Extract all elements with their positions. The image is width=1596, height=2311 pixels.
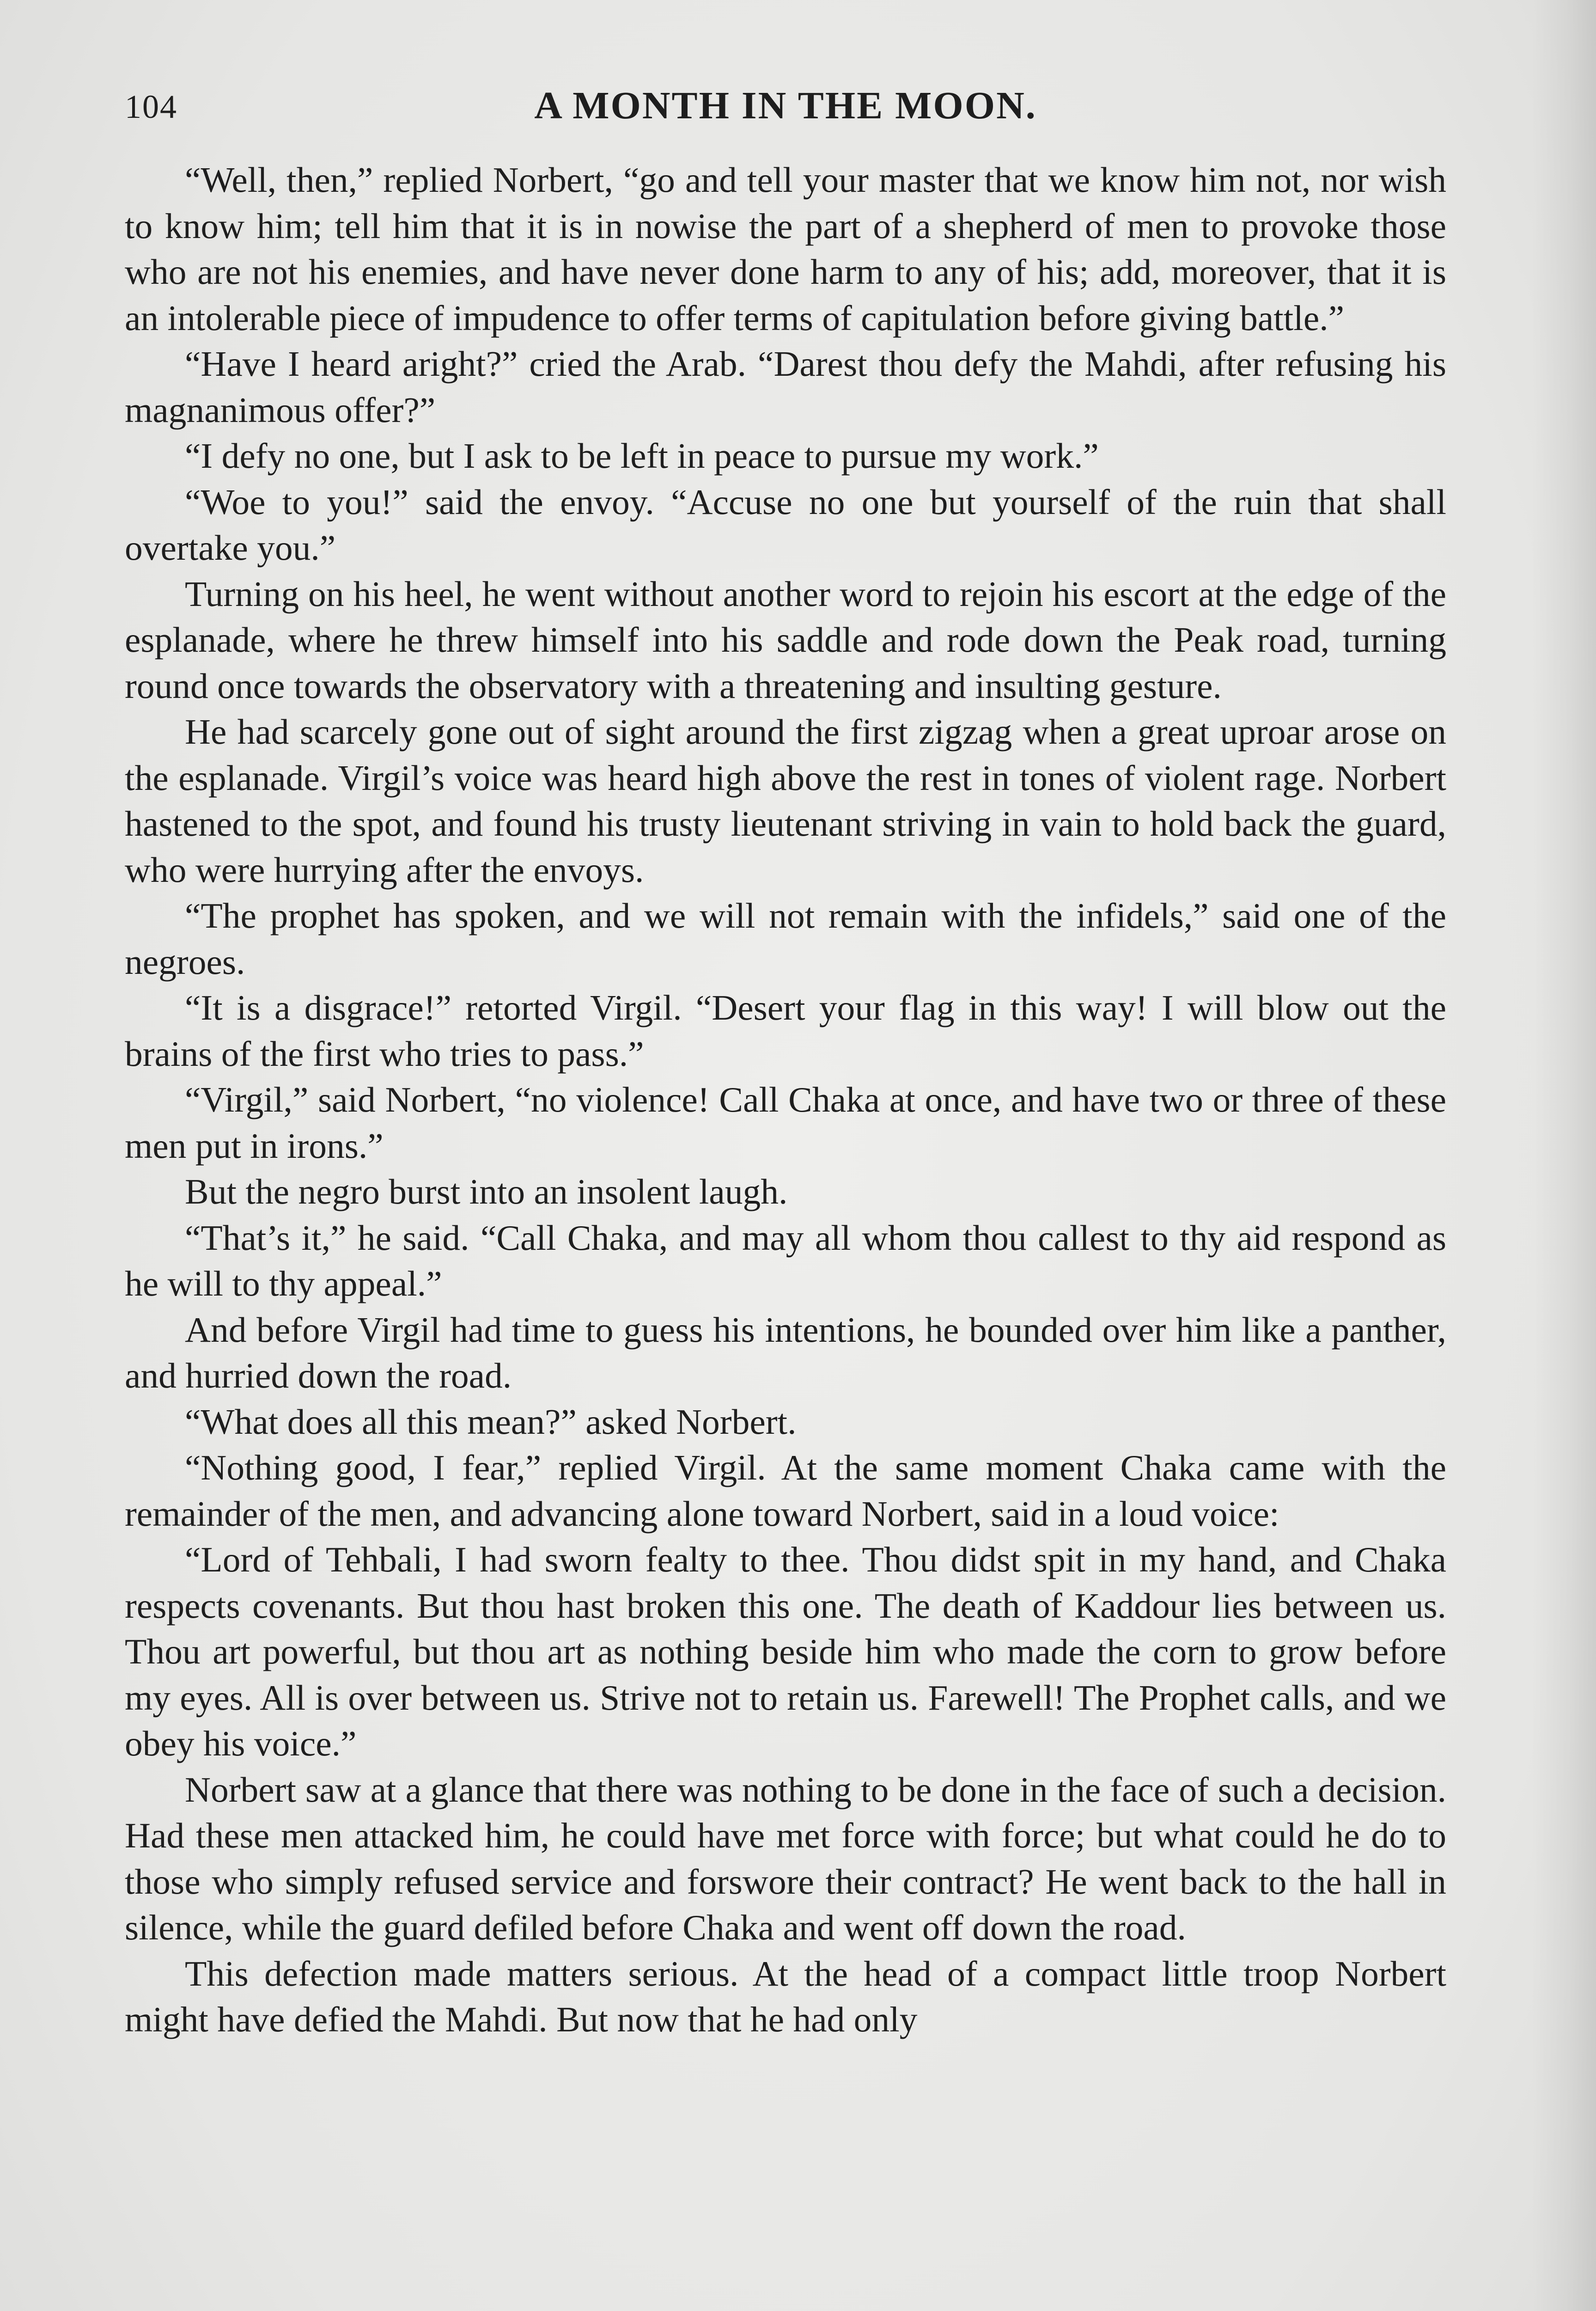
paragraph: “The prophet has spoken, and we will not remain with the infidels,” said one of the negroes. (125, 896, 1446, 982)
paragraph: Norbert saw at a glance that there was nothing to be done in the face of such a decision. Had these men attacked him, he could have met force with force; but what could he do to those who simply refused service and forswore their contract? He went back to the hall in silence, while the guard defiled before Chaka and went off down the road. (125, 1769, 1446, 1947)
binding-shadow (1531, 0, 1596, 2311)
paragraph: “What does all this mean?” asked Norbert. (185, 1401, 797, 1442)
paragraph: “That’s it,” he said. “Call Chaka, and may all whom thou callest to thy aid respond as he will to thy appeal.” (125, 1217, 1446, 1303)
page-number: 104 (125, 88, 177, 125)
paragraph: “Have I heard aright?” cried the Arab. “Darest thou defy the Mahdi, after refusing his magnanimous offer?” (125, 344, 1446, 430)
paragraph: “Virgil,” said Norbert, “no violence! Call Chaka at once, and have two or three of these men put in irons.” (125, 1080, 1446, 1166)
paragraph: “It is a disgrace!” retorted Virgil. “Desert your flag in this way! I will blow out the brains of the first who tries to pass.” (125, 988, 1446, 1074)
paragraph: But the negro burst into an insolent laugh. (185, 1172, 788, 1211)
body-text (125, 157, 1446, 2043)
paragraph: He had scarcely gone out of sight around the first zigzag when a great uproar arose on the esplanade. Virgil’s voice was heard high above the rest in tones of violent rage. Norbert hastened to the spot, and found his trusty lieutenant striving in vain to hold back the guard, who were hurrying after the envoys. (125, 712, 1446, 890)
paragraph: This defection made matters serious. At the head of a compact little troop Norbert might have defied the Mahdi. But now that he had only (125, 1953, 1446, 2039)
paragraph: And before Virgil had time to guess his intentions, he bounded over him like a panther, and hurried down the road. (125, 1309, 1446, 1395)
paragraph: “I defy no one, but I ask to be left in peace to pursue my work.” (185, 436, 1099, 476)
running-header (125, 83, 1446, 134)
paragraph: “Nothing good, I fear,” replied Virgil. At the same moment Chaka came with the remainder of the men, and advancing alone toward Norbert, said in a loud voice: (125, 1448, 1446, 1534)
paragraph: “Lord of Tehbali, I had sworn fealty to thee. Thou didst spit in my hand, and Chaka respects covenants. But thou hast broken this one. The death of Kaddour lies between us. Thou art powerful, but thou art as nothing beside him who made the corn to grow before my eyes. All is over between us. Strive not to retain us. Farewell! The Prophet calls, and we obey his voice.” (125, 1540, 1446, 1763)
running-title: A MONTH IN THE MOON. (534, 84, 1037, 127)
paragraph: Turning on his heel, he went without another word to rejoin his escort at the edge of the esplanade, where he threw himself into his saddle and rode down the Peak road, turning round once towards the observatory with a threatening and insulting gesture. (125, 574, 1446, 706)
paragraph: “Woe to you!” said the envoy. “Accuse no one but yourself of the ruin that shall overtake you.” (125, 482, 1446, 568)
paragraph: “Well, then,” replied Norbert, “go and tell your master that we know him not, nor wish to know him; tell him that it is in nowise the part of a shepherd of men to provoke those who are not his enemies, and have never done harm to any of his; add, moreover, that it is an intolerable piece of impudence to offer terms of capitulation before giving battle.” (125, 160, 1446, 338)
